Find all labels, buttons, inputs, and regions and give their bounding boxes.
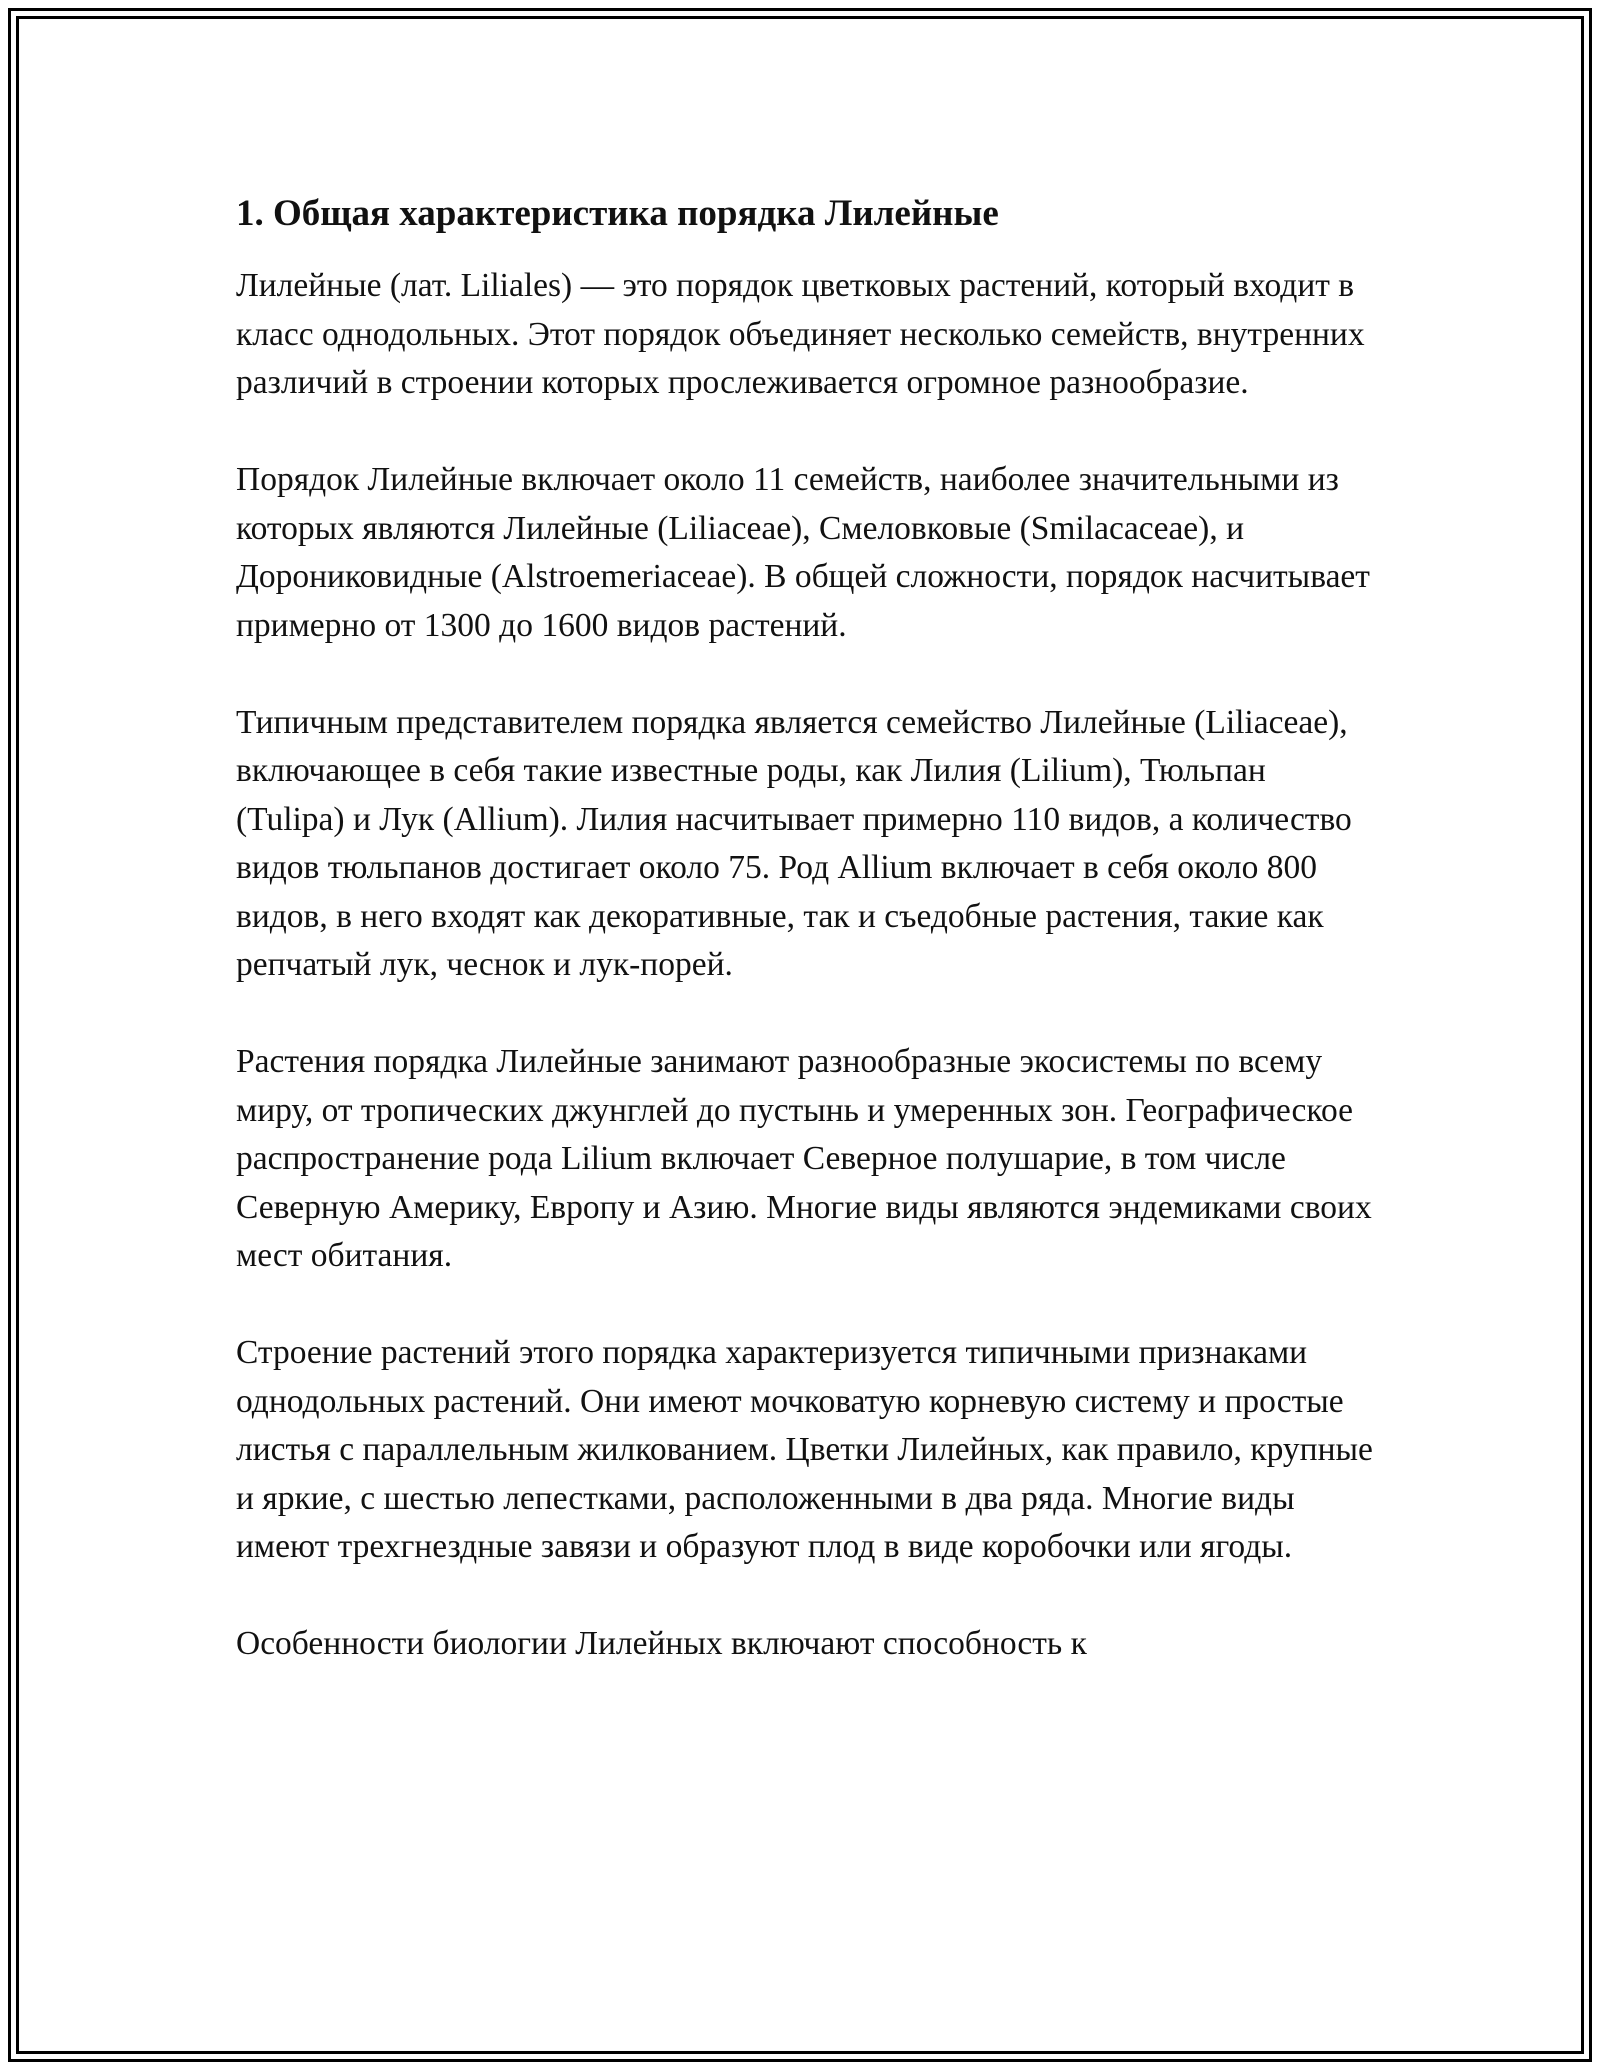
paragraph-4: Растения порядка Лилейные занимают разнообразные экосистемы по всему миру, от тропических джунглей до пустынь и умеренных зон. Географическое распространение рода Lilium включает Северное полушарие, в том числе Северную Америку, Европу и Азию. Многие виды являются эндемиками своих мест обитания. [236, 1043, 1372, 1274]
paragraph-2: Порядок Лилейные включает около 11 семейств, наиболее значительными из которых являются Лилейные (Liliaceae), Смеловковые (Smilacaceae), и Дорониковидные (Alstroemeriaceae). В общей сложности, порядок насчитывает примерно от 1300 до 1600 видов растений. [236, 461, 1370, 644]
document-body [236, 188, 1376, 1717]
paragraph-6: Особенности биологии Лилейных включают способность к [236, 1625, 1087, 1662]
paragraph-5: Строение растений этого порядка характеризуется типичными признаками однодольных растений. Они имеют мочковатую корневую систему и простые листья с параллельным жилкованием. Цветки Лилейных, как правило, крупные и яркие, с шестью лепестками, расположенными в два ряда. Многие виды имеют трехгнездные завязи и образуют плод в виде коробочки или ягоды. [236, 1334, 1373, 1565]
section-heading: 1. Общая характеристика порядка Лилейные [236, 193, 999, 234]
paragraph-3: Типичным представителем порядка является семейство Лилейные (Liliaceae), включающее в себя такие известные роды, как Лилия (Lilium), Тюльпан (Tulipa) и Лук (Allium). Лилия насчитывает примерно 110 видов, а количество видов тюльпанов достигает около 75. Род Allium включает в себя около 800 видов, в него входят как декоративные, так и съедобные растения, такие как репчатый лук, чеснок и лук-порей. [236, 703, 1352, 983]
paragraph-1: Лилейные (лат. Liliales) — это порядок цветковых растений, который входит в класс однодольных. Этот порядок объединяет несколько семейств, внутренних различий в строении которых прослеживается огромное разнообразие. [236, 267, 1365, 401]
